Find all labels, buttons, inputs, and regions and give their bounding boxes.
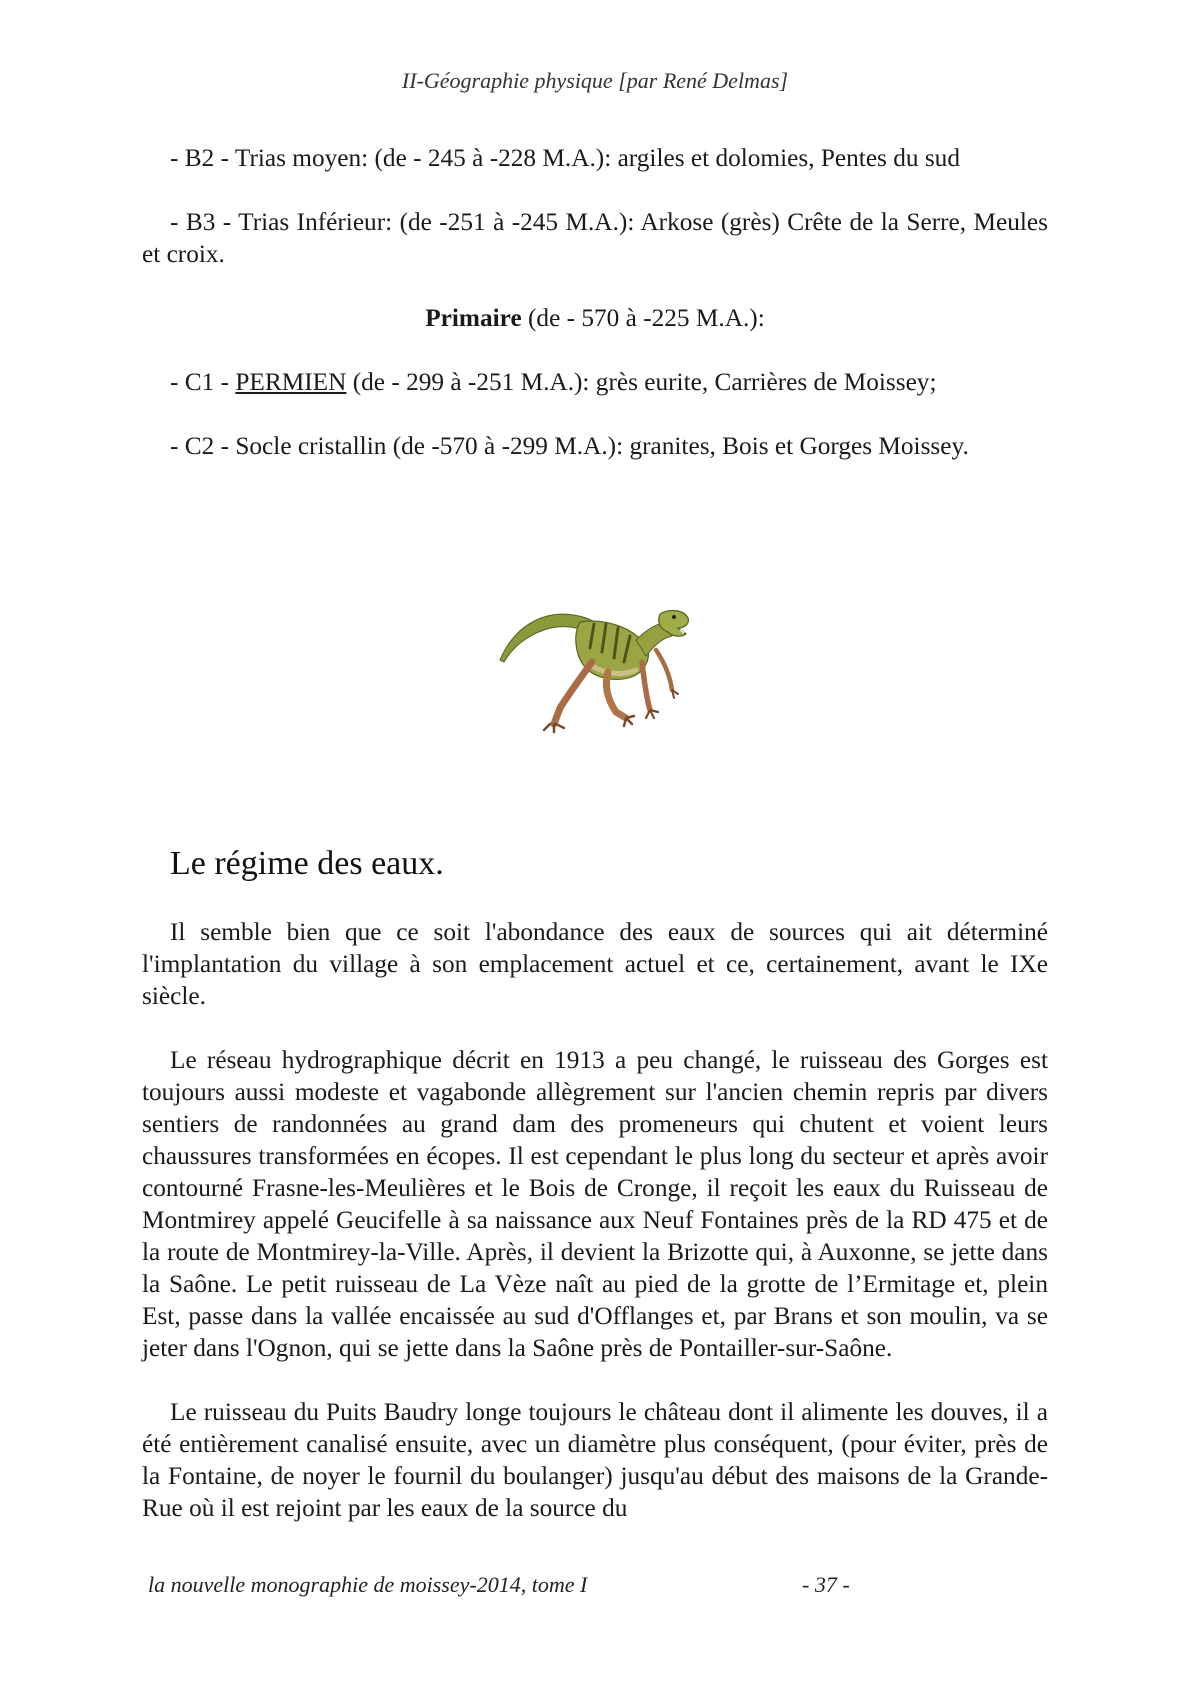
geology-item-c2: - C2 - Socle cristallin (de -570 à -299 M.A.): granites, Bois et Gorges Moissey.	[170, 432, 969, 460]
era-heading	[142, 302, 1048, 334]
era-label: Primaire	[425, 304, 522, 332]
era-range: (de - 570 à -225 M.A.):	[521, 304, 765, 332]
body-paragraph-3: Le ruisseau du Puits Baudry longe toujours le château dont il alimente les douves, il a été entièrement canalisé ensuite, avec un diamètre plus conséquent, (pour éviter, près de la Fontaine, de noyer le fournil du boulanger) jusqu'au début des maisons de la Grande-Rue où il est rejoint par les eaux de la source du	[142, 1398, 1048, 1522]
c1-prefix: - C1 -	[170, 368, 236, 396]
dinosaur-illustration	[496, 600, 696, 740]
section-title: Le régime des eaux.	[170, 845, 444, 882]
geology-item-b2: - B2 - Trias moyen: (de - 245 à -228 M.A.): argiles et dolomies, Pentes du sud	[170, 144, 960, 172]
section-body	[142, 916, 1048, 1556]
footer-publication: la nouvelle monographie de moissey-2014, tome I	[148, 1572, 588, 1597]
c1-details: (de - 299 à -251 M.A.): grès eurite, Carrières de Moissey;	[346, 368, 937, 396]
body-paragraph-2: Le réseau hydrographique décrit en 1913 a peu changé, le ruisseau des Gorges est toujours aussi modeste et vagabonde allègrement sur l'ancien chemin repris par divers sentiers de randonnées au grand dam des promeneurs qui chutent et voient leurs chaussures transformées en écopes. Il est cependant le plus long du secteur et après avoir contourné Frasne-les-Meulières et le Bois de Cronge, il reçoit les eaux du Ruisseau de Montmirey appelé Geucifelle à sa naissance aux Neuf Fontaines près de la RD 475 et de la route de Montmirey-la-Ville. Après, il devient la Brizotte qui, à Auxonne, se jette dans la Saône. Le petit ruisseau de La Vèze naît au pied de la grotte de l’Ermitage et, plein Est, passe dans la vallée encaissée au sud d'Offlanges et, par Brans et son moulin, va se jeter dans l'Ognon, qui se jette dans la Saône près de Pontailler-sur-Saône.	[142, 1046, 1048, 1362]
geology-item-b3: - B3 - Trias Inférieur: (de -251 à -245 M.A.): Arkose (grès) Crête de la Serre, Meules et croix.	[142, 208, 1048, 268]
geology-item-c1	[142, 366, 1048, 398]
footer-page-number: - 37 -	[802, 1572, 850, 1597]
geology-list	[142, 142, 1048, 494]
c1-term: PERMIEN	[235, 368, 347, 396]
body-paragraph-1: Il semble bien que ce soit l'abondance des eaux de sources qui ait déterminé l'implantation du village à son emplacement actuel et ce, certainement, avant le IXe siècle.	[142, 918, 1048, 1010]
running-header: II-Géographie physique [par René Delmas]	[401, 68, 789, 93]
dinosaur-icon	[496, 600, 696, 740]
